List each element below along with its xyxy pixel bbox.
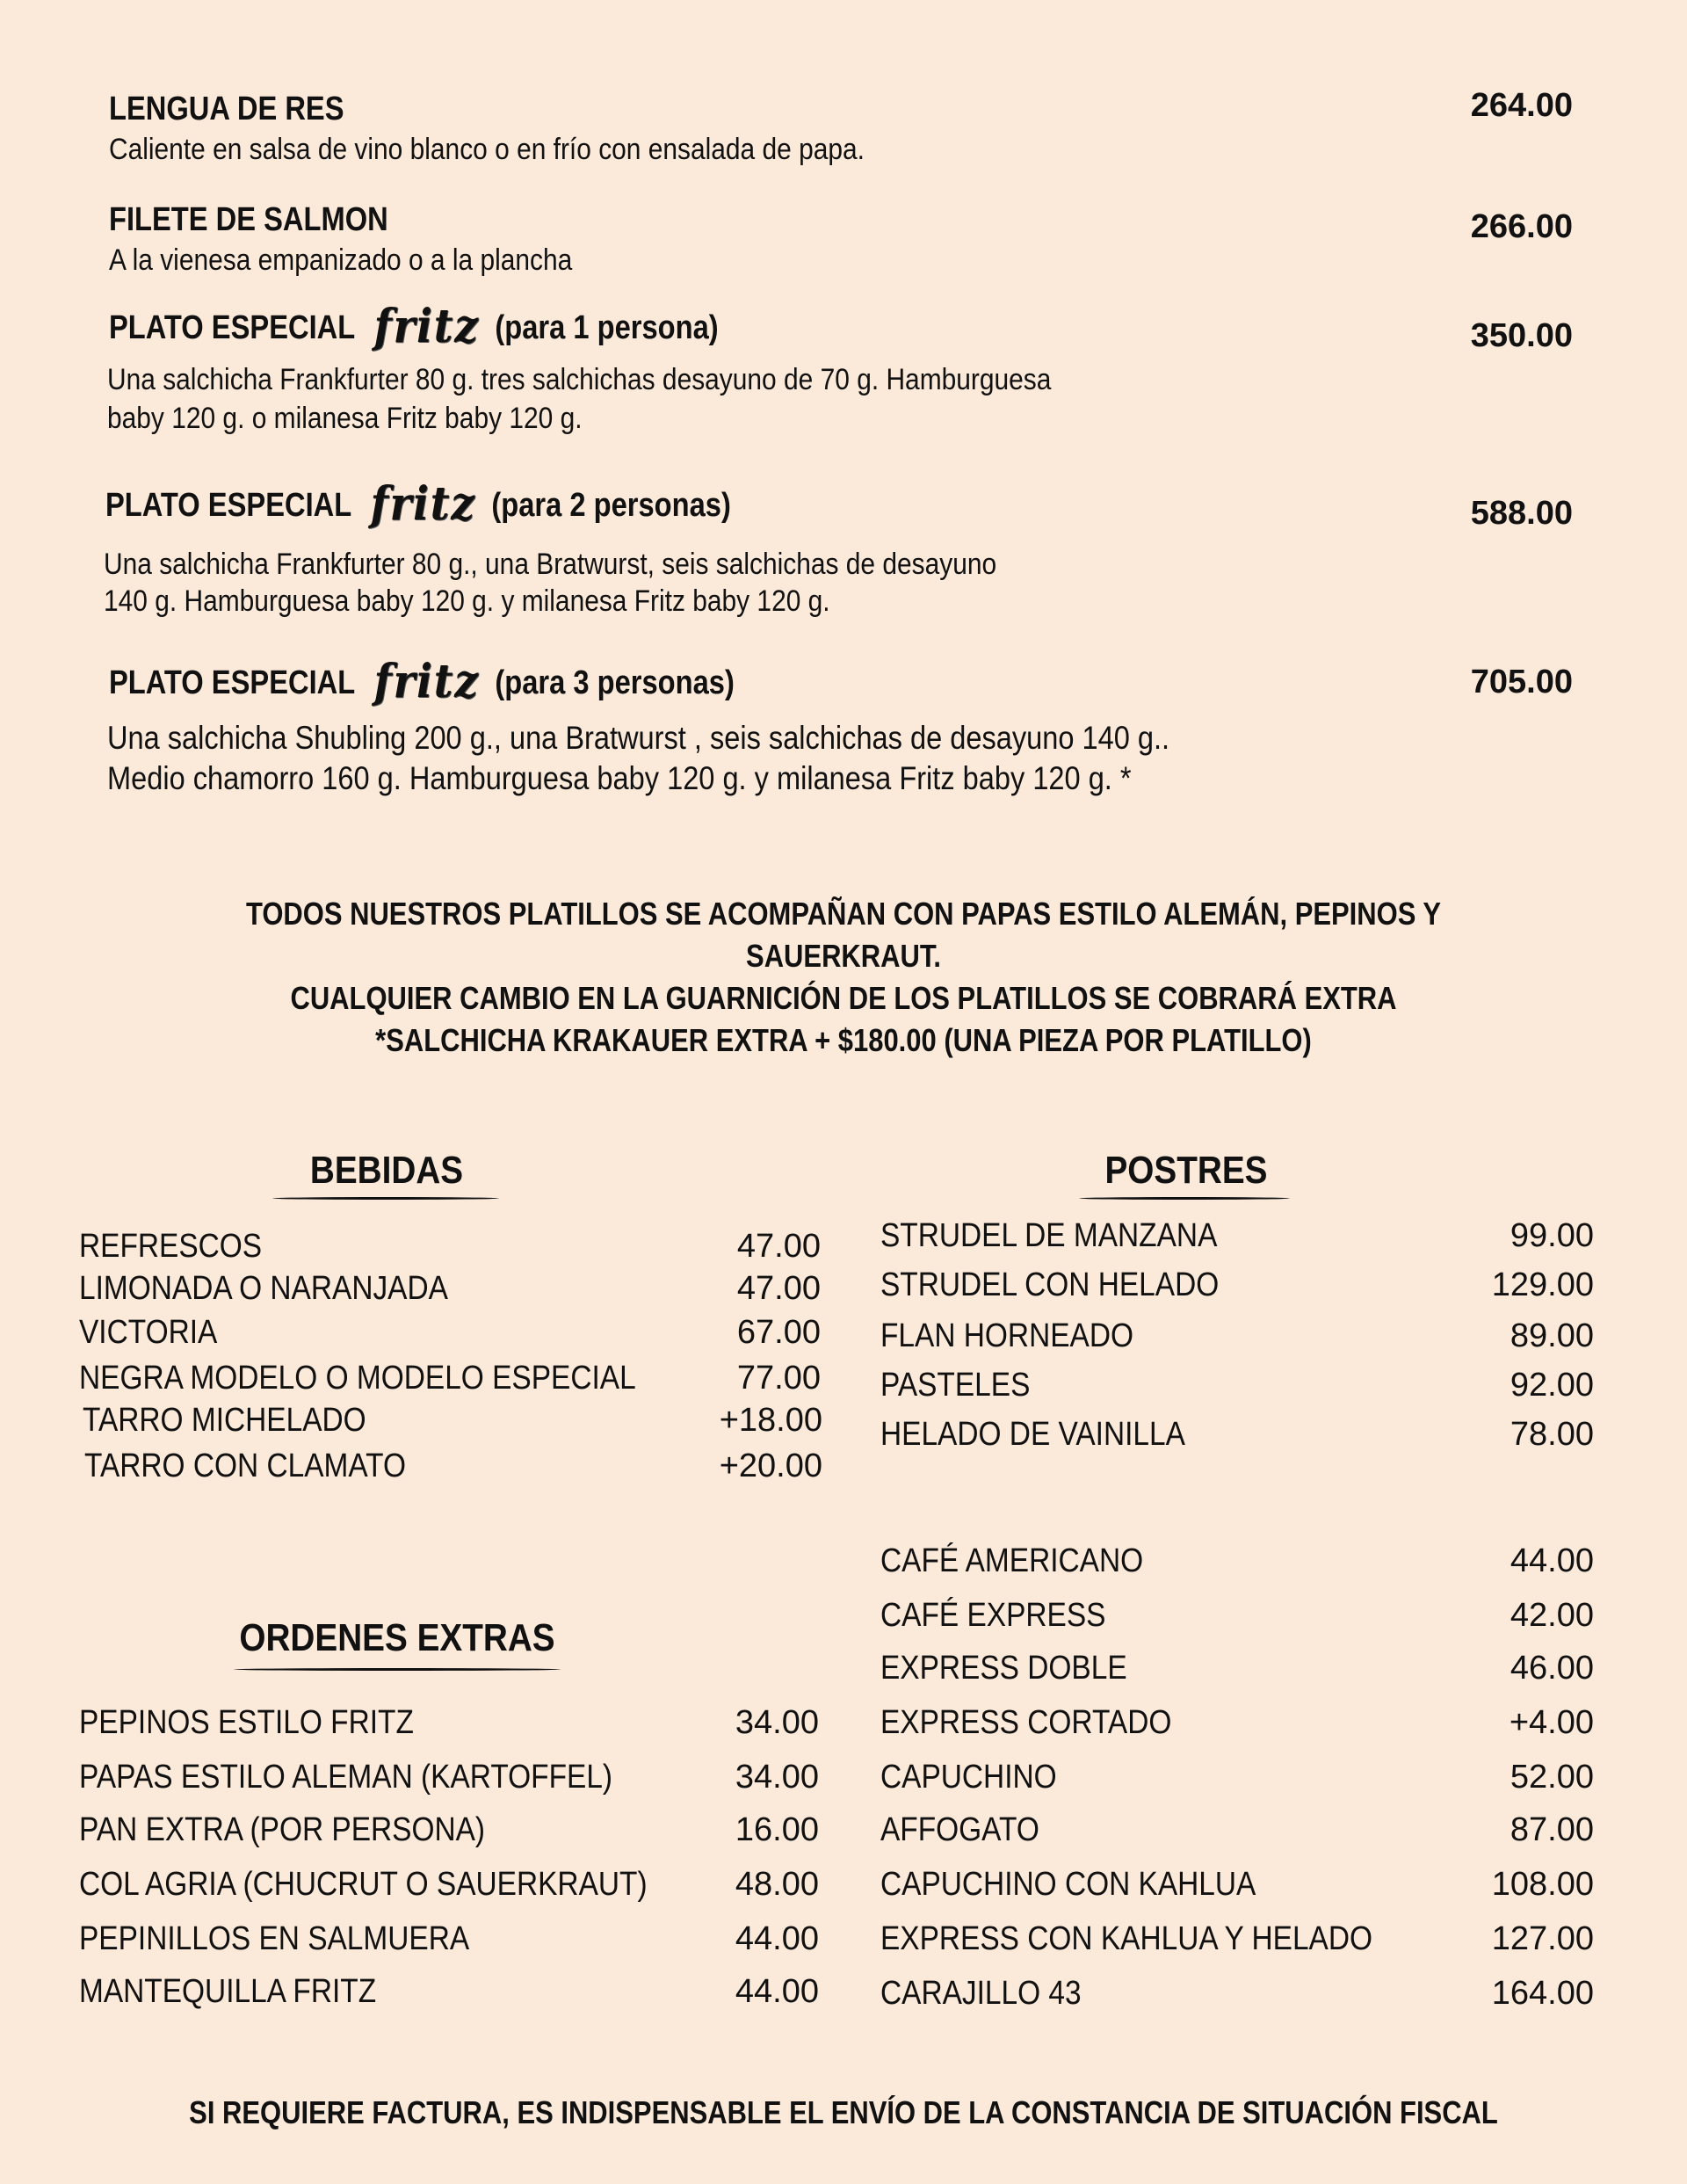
item-name: CARAJILLO 43 — [880, 1975, 1082, 2012]
menu-item — [880, 1647, 1594, 1689]
item-price: 47.00 — [736, 1228, 821, 1265]
dish-name: LENGUA DE RES — [109, 91, 344, 127]
item-price: 47.00 — [736, 1270, 821, 1307]
section-divider — [234, 1668, 561, 1671]
dish-name: PLATO ESPECIAL — [105, 487, 352, 524]
section-title-postres: POSTRES — [1104, 1149, 1268, 1192]
menu-item — [79, 1918, 819, 1960]
section-divider — [1079, 1197, 1290, 1200]
item-price: +4.00 — [1509, 1704, 1594, 1741]
dish-price: 350.00 — [1470, 317, 1573, 354]
item-name: EXPRESS CORTADO — [880, 1704, 1172, 1741]
item-name: FLAN HORNEADO — [880, 1317, 1134, 1354]
item-price: 77.00 — [736, 1360, 821, 1397]
dish-title-line — [109, 300, 719, 353]
item-name: CAPUCHINO — [880, 1759, 1057, 1796]
item-price: 108.00 — [1491, 1866, 1594, 1903]
dish-price: 705.00 — [1470, 664, 1573, 700]
item-name: EXPRESS DOBLE — [880, 1650, 1127, 1687]
notice-line: CUALQUIER CAMBIO EN LA GUARNICIÓN DE LOS PLATILLOS SE COBRARÁ EXTRA — [290, 980, 1397, 1016]
menu-item — [880, 1756, 1594, 1798]
item-price: +20.00 — [719, 1448, 822, 1484]
item-name: COL AGRIA (CHUCRUT O SAUERKRAUT) — [79, 1866, 648, 1903]
item-price: 67.00 — [736, 1314, 821, 1351]
item-price: 87.00 — [1510, 1811, 1594, 1848]
menu-item — [79, 1970, 819, 2013]
dish-title-line — [105, 477, 731, 531]
notice-line: SAUERKRAUT. — [746, 938, 941, 974]
dish-qualifier: (para 2 personas) — [491, 487, 731, 524]
item-price: 52.00 — [1510, 1759, 1594, 1796]
notice-line: *SALCHICHA KRAKAUER EXTRA + $180.00 (UNA PIEZA POR PLATILLO) — [375, 1022, 1312, 1058]
dish-qualifier: (para 1 persona) — [495, 309, 719, 346]
item-name: LIMONADA O NARANJADA — [79, 1270, 448, 1307]
menu-item — [83, 1399, 822, 1441]
item-price: 16.00 — [735, 1811, 819, 1848]
dish-description: Una salchicha Shubling 200 g., una Bratwurst , seis salchichas de desayuno 140 g.. — [107, 720, 1170, 756]
item-price: 127.00 — [1491, 1920, 1594, 1957]
menu-item — [880, 1809, 1594, 1851]
fritz-brand-logo: fritz — [373, 300, 480, 353]
item-name: PAPAS ESTILO ALEMAN (KARTOFFEL) — [79, 1759, 613, 1796]
section-title-bebidas: BEBIDAS — [309, 1149, 464, 1192]
item-name: REFRESCOS — [79, 1228, 263, 1265]
menu-item — [880, 1540, 1594, 1582]
menu-item — [880, 1315, 1594, 1357]
item-price: 129.00 — [1491, 1266, 1594, 1303]
menu-item — [79, 1863, 819, 1905]
notice-line: TODOS NUESTROS PLATILLOS SE ACOMPAÑAN CON PAPAS ESTILO ALEMÁN, PEPINOS Y — [245, 896, 1442, 932]
menu-item — [880, 1863, 1594, 1905]
item-price: 46.00 — [1510, 1650, 1594, 1687]
item-price: +18.00 — [719, 1402, 822, 1439]
menu-item — [880, 1264, 1594, 1306]
item-name: NEGRA MODELO O MODELO ESPECIAL — [79, 1360, 636, 1397]
menu-item — [79, 1809, 819, 1851]
section-divider — [272, 1197, 499, 1200]
menu-item — [880, 1918, 1594, 1960]
fritz-brand-logo: fritz — [370, 477, 476, 531]
dish-price: 266.00 — [1470, 208, 1573, 245]
item-name: CAPUCHINO CON KAHLUA — [880, 1866, 1256, 1903]
menu-item — [880, 1215, 1594, 1257]
menu-item — [79, 1311, 821, 1353]
dish-price: 264.00 — [1470, 87, 1573, 124]
menu-item — [880, 1594, 1594, 1636]
dish-description: 140 g. Hamburguesa baby 120 g. y milanesa Fritz baby 120 g. — [104, 584, 830, 618]
dish-description: Medio chamorro 160 g. Hamburguesa baby 120 g. y milanesa Fritz baby 120 g. * — [107, 760, 1132, 796]
item-price: 48.00 — [735, 1866, 819, 1903]
item-name: PEPINILLOS EN SALMUERA — [79, 1920, 470, 1957]
item-name: CAFÉ AMERICANO — [880, 1542, 1144, 1579]
item-price: 34.00 — [735, 1704, 819, 1741]
invoice-footer-notice: SI REQUIERE FACTURA, ES INDISPENSABLE EL ENVÍO DE LA CONSTANCIA DE SITUACIÓN FISCAL — [189, 2094, 1498, 2130]
item-price: 89.00 — [1510, 1317, 1594, 1354]
dish-description: A la vienesa empanizado o a la plancha — [109, 243, 573, 277]
item-name: TARRO MICHELADO — [83, 1402, 366, 1439]
menu-item — [79, 1225, 821, 1267]
menu-item — [880, 1972, 1594, 2014]
menu-item — [880, 1413, 1594, 1455]
item-price: 92.00 — [1510, 1367, 1594, 1404]
item-name: MANTEQUILLA FRITZ — [79, 1973, 377, 2010]
menu-item — [79, 1267, 821, 1310]
dish-description: Una salchicha Frankfurter 80 g. tres salchichas desayuno de 70 g. Hamburguesa — [107, 363, 1052, 396]
item-name: VICTORIA — [79, 1314, 218, 1351]
dish-description: Una salchicha Frankfurter 80 g., una Bratwurst, seis salchichas de desayuno — [104, 548, 997, 581]
item-price: 164.00 — [1491, 1975, 1594, 2012]
item-name: PEPINOS ESTILO FRITZ — [79, 1704, 414, 1741]
dish-price: 588.00 — [1470, 495, 1573, 532]
menu-item — [79, 1756, 819, 1798]
item-name: PAN EXTRA (POR PERSONA) — [79, 1811, 486, 1848]
dish-description: baby 120 g. o milanesa Fritz baby 120 g. — [107, 402, 583, 435]
item-name: TARRO CON CLAMATO — [84, 1448, 407, 1484]
item-name: PASTELES — [880, 1367, 1031, 1404]
item-name: CAFÉ EXPRESS — [880, 1597, 1106, 1634]
dish-name: PLATO ESPECIAL — [109, 664, 356, 701]
section-title-ordenes-extras: ORDENES EXTRAS — [239, 1616, 555, 1659]
menu-item — [84, 1445, 822, 1487]
menu-item — [880, 1364, 1594, 1406]
menu-item — [880, 1701, 1594, 1744]
item-name: HELADO DE VAINILLA — [880, 1416, 1185, 1453]
item-name: STRUDEL CON HELADO — [880, 1266, 1220, 1303]
side-dishes-notice — [118, 893, 1568, 1062]
item-name: AFFOGATO — [880, 1811, 1039, 1848]
dish-name: FILETE DE SALMON — [109, 201, 388, 238]
item-price: 44.00 — [735, 1920, 819, 1957]
fritz-brand-logo: fritz — [373, 655, 480, 708]
dish-description: Caliente en salsa de vino blanco o en frío con ensalada de papa. — [109, 133, 865, 166]
item-price: 34.00 — [735, 1759, 819, 1796]
menu-item — [79, 1357, 821, 1399]
menu-item — [79, 1701, 819, 1744]
dish-title-line — [109, 655, 735, 708]
item-price: 44.00 — [735, 1973, 819, 2010]
item-price: 78.00 — [1510, 1416, 1594, 1453]
dish-qualifier: (para 3 personas) — [495, 664, 735, 701]
item-price: 42.00 — [1510, 1597, 1594, 1634]
item-name: EXPRESS CON KAHLUA Y HELADO — [880, 1920, 1373, 1957]
item-price: 99.00 — [1510, 1217, 1594, 1254]
dish-name: PLATO ESPECIAL — [109, 309, 356, 346]
item-name: STRUDEL DE MANZANA — [880, 1217, 1218, 1254]
item-price: 44.00 — [1510, 1542, 1594, 1579]
